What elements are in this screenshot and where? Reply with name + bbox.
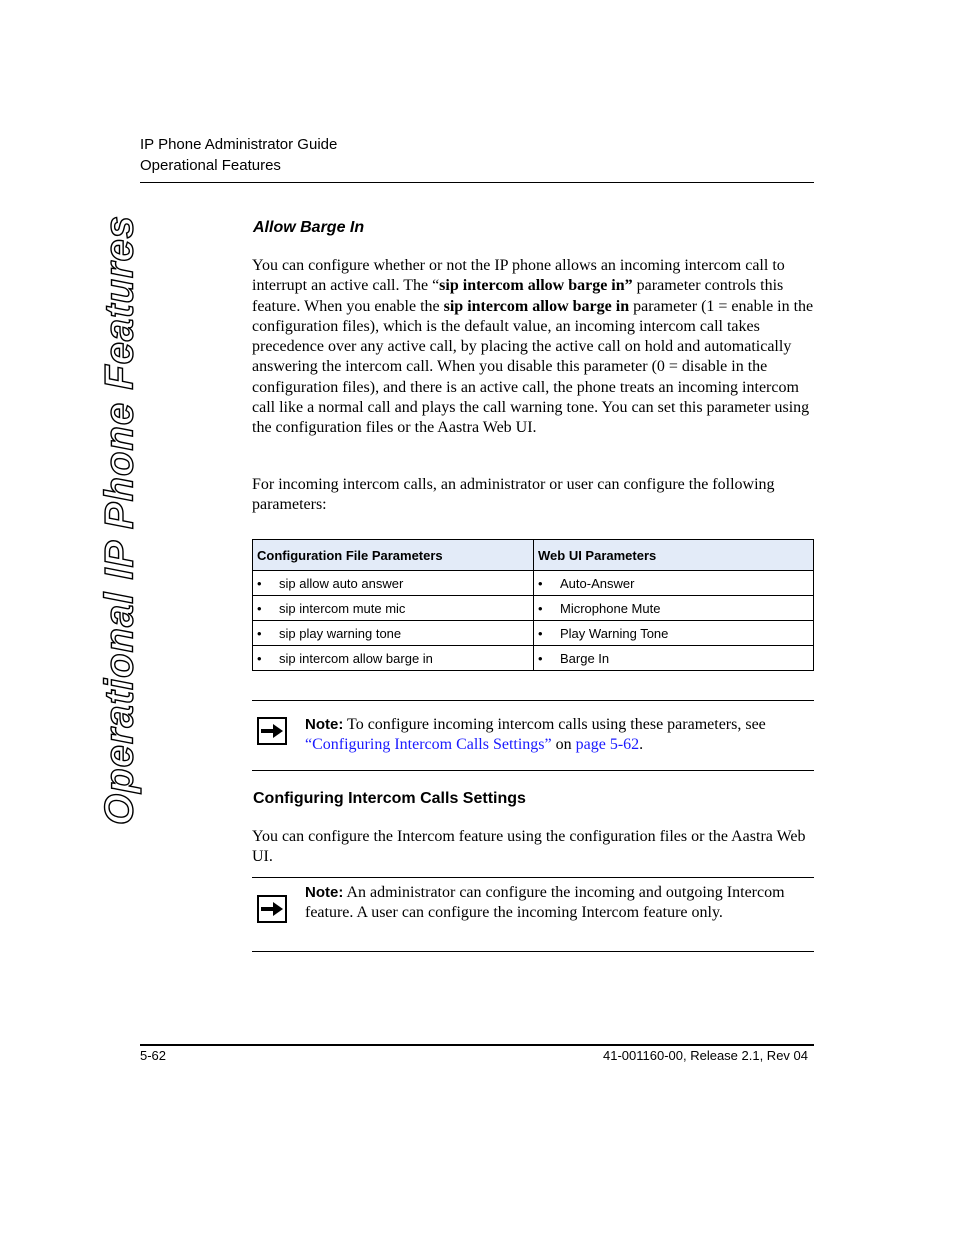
note-bottom-divider [252,951,814,952]
table-cell [534,571,814,596]
table-cell [534,621,814,646]
table-row [253,646,814,671]
web-ui-param-name: Play Warning Tone [560,625,669,641]
paragraph-incoming-intercom: For incoming intercom calls, an administrator or user can configure the following parameters: [252,476,775,514]
bullet: • [257,600,262,616]
table-cell [253,621,534,646]
footer-document-id: 41-001160-00, Release 2.1, Rev 04 [602,1048,808,1063]
note-label: Note: [305,884,344,901]
note-administrator-intercom [305,883,814,924]
bullet: • [538,600,543,616]
para-text: parameter (1 = enable in the configuration files), which is the default value, an incoming intercom call takes precedence over any active call, by placing the active call on hold and automatically answering the intercom call. When you disable this parameter (0 = disable in the configuration files), and there is an active call, the phone treats an incoming intercom call like a normal call and plays the call warning tone. You can set this parameter using the configuration files or the Aastra Web UI. [252,297,814,437]
header-guide-title: IP Phone Administrator Guide [140,136,338,153]
config-param-name: sip intercom mute mic [279,600,406,616]
table-header-config-params: Configuration File Parameters [253,540,534,571]
paragraph-barge-in-description [252,256,814,439]
para-bold-param: sip intercom allow barge in” [439,277,633,295]
note-arrow-box [257,717,287,745]
paragraph-configure-intercom-feature: You can configure the Intercom feature using the configuration files or the Aastra Web UI. [252,828,806,866]
config-param-name: sip intercom allow barge in [279,650,433,666]
note-top-divider [252,700,814,701]
config-param-name: sip allow auto answer [279,575,404,591]
bullet: • [538,625,543,641]
table-row [253,596,814,621]
table-cell [253,596,534,621]
link-page-reference[interactable]: page 5-62 [575,736,640,754]
right-arrow-icon [261,902,283,916]
table-header-row [253,540,814,571]
bullet: • [257,625,262,641]
web-ui-param-name: Auto-Answer [560,575,635,591]
para-text: You can configure whether or not the IP phone allows an incoming intercom call to interrupt an active call. The “ [252,257,785,295]
note-configure-intercom [305,715,814,756]
config-param-name: sip play warning tone [279,625,402,641]
para-bold-param: sip intercom allow barge in [443,297,630,315]
note-text: on [551,736,576,754]
bullet: • [257,650,262,666]
side-chapter-title-text: Operational IP Phone Features [97,215,142,825]
note-bottom-divider [252,770,814,771]
header-divider [140,182,814,183]
table-row [253,571,814,596]
note-text: An administrator can configure the incoming and outgoing Intercom feature. A user can configure the incoming Intercom feature only. [305,884,785,922]
table-cell [253,571,534,596]
link-configuring-intercom-calls-settings[interactable]: “Configuring Intercom Calls Settings” [305,736,552,754]
table-cell [253,646,534,671]
web-ui-param-name: Microphone Mute [560,600,661,616]
note-text: To configure incoming intercom calls using these parameters, see [343,716,766,733]
note-top-divider [252,877,814,878]
web-ui-param-name: Barge In [560,650,610,666]
bullet: • [538,575,543,591]
bullet: • [257,575,262,591]
parameters-table [252,539,814,671]
bullet: • [538,650,543,666]
note-text: . [639,736,644,754]
note-arrow-box [257,895,287,923]
table-cell [534,596,814,621]
section-heading-configuring-intercom: Configuring Intercom Calls Settings [253,790,526,807]
para-text: parameter controls this feature. When you enable the [252,277,784,315]
table-header-web-ui-params: Web UI Parameters [534,540,814,571]
table-row [253,621,814,646]
footer-page-number: 5-62 [140,1048,167,1063]
table-cell [534,646,814,671]
header-chapter: Operational Features [140,157,281,174]
note-label: Note: [305,716,344,733]
section-heading-allow-barge-in: Allow Barge In [253,219,365,236]
right-arrow-icon [261,724,283,738]
footer-divider [140,1044,814,1046]
